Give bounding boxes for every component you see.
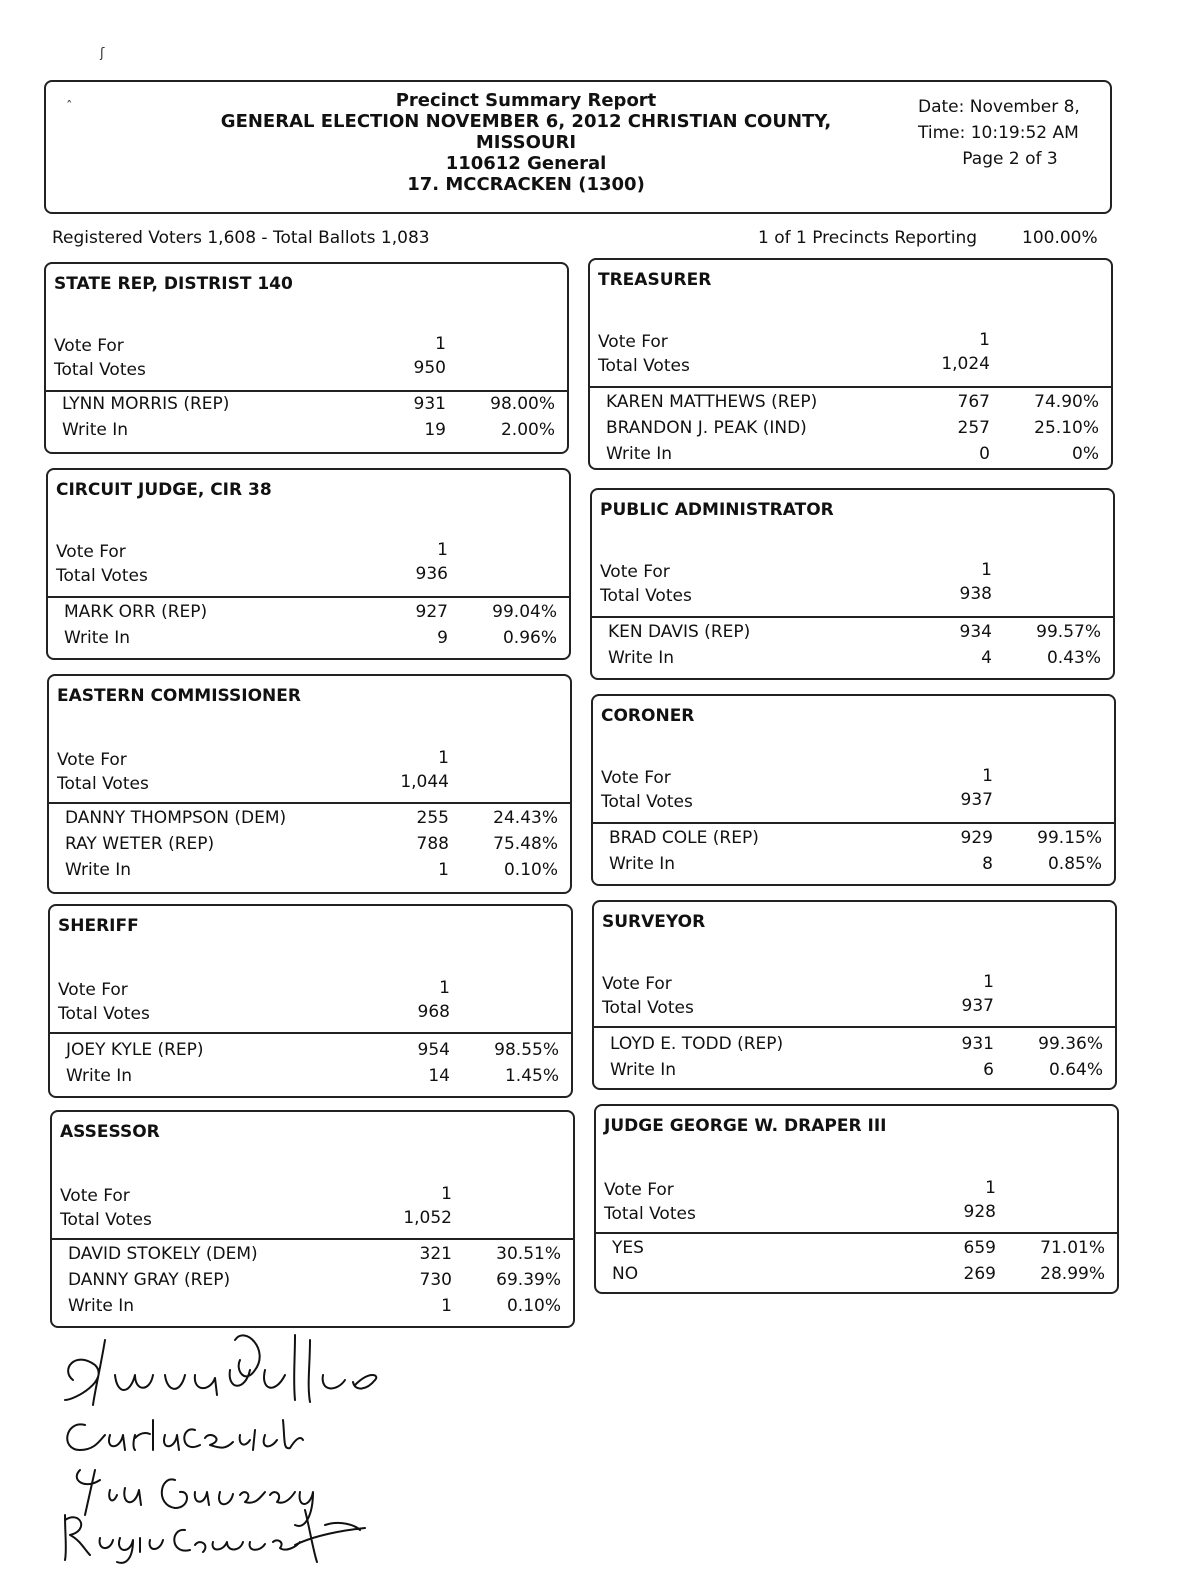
candidate-votes: 269 [963,1264,996,1284]
candidate-name: YES [612,1238,644,1258]
race-title: ASSESSOR [60,1122,160,1142]
race-box-surveyor [592,900,1117,1090]
candidate-percent: 75.48% [493,834,558,854]
results-divider [49,802,570,804]
vote-for-label: Vote For [600,562,670,582]
total-votes-label: Total Votes [58,1004,150,1024]
signature-4 [65,1510,365,1563]
candidate-name: Write In [64,628,131,648]
vote-for-label: Vote For [602,974,672,994]
precinct-name: 17. MCCRACKEN (1300) [407,174,645,195]
candidate-percent: 71.01% [1040,1238,1105,1258]
vote-for-block [57,750,562,798]
results-divider [593,822,1114,824]
vote-for-label: Vote For [58,980,128,1000]
candidate-votes: 954 [417,1040,450,1060]
signature-block [55,1330,395,1565]
total-votes-label: Total Votes [54,360,146,380]
total-votes-value: 937 [960,790,993,810]
candidate-name: LYNN MORRIS (REP) [62,394,230,414]
vote-for-block [598,332,1103,380]
candidate-name: Write In [66,1066,133,1086]
candidate-row [612,1264,1105,1290]
candidate-votes: 927 [415,602,448,622]
candidate-percent: 0.64% [1048,1060,1103,1080]
candidate-percent: 69.39% [496,1270,561,1290]
vote-for-label: Vote For [57,750,127,770]
race-box-sheriff [48,904,573,1098]
total-votes-value: 968 [417,1002,450,1022]
candidate-row [68,1270,561,1296]
vote-for-value: 1 [982,766,993,786]
total-votes-value: 950 [413,358,446,378]
results-divider [594,1026,1115,1028]
candidate-percent: 0.10% [506,1296,561,1316]
vote-for-block [601,768,1106,816]
vote-for-label: Vote For [604,1180,674,1200]
candidate-votes: 767 [957,392,990,412]
report-time: Time: 10:19:52 AM [918,123,1079,143]
candidate-name: Write In [608,648,675,668]
total-votes-label: Total Votes [601,792,693,812]
total-votes-label: Total Votes [60,1210,152,1230]
total-votes-label: Total Votes [598,356,690,376]
race-title: JUDGE GEORGE W. DRAPER III [604,1116,887,1136]
candidate-rows [609,828,1102,880]
candidate-row [606,418,1099,444]
candidate-votes: 255 [416,808,449,828]
vote-for-block [60,1186,565,1234]
election-line-2: MISSOURI [475,132,577,153]
candidate-votes: 257 [957,418,990,438]
results-divider [46,390,567,392]
vote-for-value: 1 [979,330,990,350]
candidate-name: Write In [609,854,676,874]
candidate-name: BRAD COLE (REP) [609,828,759,848]
signature-2 [67,1420,303,1450]
vote-for-block [600,562,1105,610]
race-box-eastern-commissioner [47,674,572,894]
report-header [44,80,1112,214]
report-title: Precinct Summary Report [395,90,657,111]
vote-for-value: 1 [438,748,449,768]
vote-for-value: 1 [439,978,450,998]
candidate-row [606,392,1099,418]
candidate-name: Write In [62,420,129,440]
vote-for-block [54,336,559,384]
candidate-percent: 24.43% [493,808,558,828]
candidate-row [68,1244,561,1270]
voters-summary: Registered Voters 1,608 - Total Ballots 1,083 [52,228,430,248]
race-title: CORONER [601,706,695,726]
candidate-rows [68,1244,561,1322]
vote-for-block [58,980,563,1028]
candidate-name: LOYD E. TODD (REP) [610,1034,784,1054]
candidate-name: JOEY KYLE (REP) [66,1040,204,1060]
race-box-treasurer [588,258,1113,470]
vote-for-label: Vote For [601,768,671,788]
candidate-percent: 25.10% [1034,418,1099,438]
vote-for-value: 1 [435,334,446,354]
candidate-row [609,828,1102,854]
total-votes-label: Total Votes [602,998,694,1018]
candidate-name: Write In [68,1296,135,1316]
candidate-votes: 1 [438,860,449,880]
candidate-votes: 19 [424,420,446,440]
candidate-name: DANNY THOMPSON (DEM) [65,808,287,828]
candidate-percent: 0.10% [503,860,558,880]
total-votes-value: 936 [415,564,448,584]
candidate-votes: 8 [982,854,993,874]
candidate-row [62,394,555,420]
candidate-row [612,1238,1105,1264]
candidate-percent: 99.36% [1038,1034,1103,1054]
race-box-circuit-judge-cir-38 [46,468,571,660]
candidate-percent: 0.96% [502,628,557,648]
results-divider [48,596,569,598]
candidate-name: RAY WETER (REP) [65,834,215,854]
candidate-percent: 99.57% [1036,622,1101,642]
race-title: CIRCUIT JUDGE, CIR 38 [56,480,272,500]
election-line-1: GENERAL ELECTION NOVEMBER 6, 2012 CHRISTIAN COUNTY, [220,111,832,132]
vote-for-value: 1 [437,540,448,560]
candidate-rows [66,1040,559,1092]
total-votes-value: 1,052 [403,1208,452,1228]
candidate-name: KAREN MATTHEWS (REP) [606,392,818,412]
total-votes-label: Total Votes [600,586,692,606]
race-title: SHERIFF [58,916,139,936]
candidate-row [66,1066,559,1092]
candidate-row [65,808,558,834]
candidate-votes: 6 [983,1060,994,1080]
candidate-rows [608,622,1101,674]
precincts-reporting: 1 of 1 Precincts Reporting [758,228,978,248]
candidate-votes: 934 [959,622,992,642]
candidate-votes: 730 [419,1270,452,1290]
total-votes-label: Total Votes [56,566,148,586]
candidate-row [608,648,1101,674]
candidate-row [65,860,558,886]
candidate-votes: 929 [960,828,993,848]
candidate-percent: 74.90% [1034,392,1099,412]
candidate-row [65,834,558,860]
candidate-percent: 2.00% [500,420,555,440]
candidate-rows [62,394,555,446]
reporting-percent: 100.00% [1022,228,1098,248]
candidate-row [606,444,1099,470]
candidate-votes: 0 [979,444,990,464]
vote-for-label: Vote For [56,542,126,562]
election-code: 110612 General [445,153,607,174]
vote-for-block [604,1180,1109,1228]
vote-for-value: 1 [441,1184,452,1204]
candidate-votes: 788 [416,834,449,854]
vote-for-value: 1 [985,1178,996,1198]
candidate-votes: 321 [419,1244,452,1264]
candidate-rows [64,602,557,654]
total-votes-value: 928 [963,1202,996,1222]
candidate-percent: 1.45% [504,1066,559,1086]
page-number: Page 2 of 3 [962,149,1058,169]
candidate-name: NO [612,1264,639,1284]
candidate-votes: 659 [963,1238,996,1258]
candidate-rows [612,1238,1105,1290]
vote-for-label: Vote For [54,336,124,356]
candidate-percent: 0% [1072,444,1099,464]
race-box-coroner [591,694,1116,886]
candidate-row [610,1034,1103,1060]
total-votes-value: 937 [961,996,994,1016]
candidate-percent: 0.85% [1047,854,1102,874]
candidate-votes: 4 [981,648,992,668]
vote-for-block [602,974,1107,1022]
candidate-name: Write In [610,1060,677,1080]
candidate-name: DANNY GRAY (REP) [68,1270,231,1290]
candidate-percent: 30.51% [496,1244,561,1264]
vote-for-label: Vote For [60,1186,130,1206]
candidate-name: Write In [606,444,673,464]
race-title: SURVEYOR [602,912,706,932]
candidate-name: KEN DAVIS (REP) [608,622,751,642]
candidate-percent: 99.04% [492,602,557,622]
results-divider [52,1238,573,1240]
signature-1 [65,1335,376,1405]
total-votes-value: 938 [959,584,992,604]
race-box-assessor [50,1110,575,1328]
report-date: Date: November 8, [918,97,1080,117]
stray-mark-top: ʃ [100,46,105,61]
race-title: TREASURER [598,270,712,290]
candidate-name: MARK ORR (REP) [64,602,208,622]
candidate-name: Write In [65,860,132,880]
candidate-percent: 98.55% [494,1040,559,1060]
candidate-votes: 931 [961,1034,994,1054]
race-box-judge-george-w-draper-iii [594,1104,1119,1294]
candidate-rows [610,1034,1103,1086]
race-title: PUBLIC ADMINISTRATOR [600,500,834,520]
vote-for-block [56,542,561,590]
vote-for-value: 1 [983,972,994,992]
total-votes-value: 1,044 [400,772,449,792]
race-title: STATE REP, DISTRIST 140 [54,274,293,294]
results-divider [590,386,1111,388]
candidate-row [64,628,557,654]
candidate-row [68,1296,561,1322]
stray-mark-header: ˆ [66,100,73,115]
candidate-name: BRANDON J. PEAK (IND) [606,418,807,438]
race-box-public-administrator [590,488,1115,680]
candidate-percent: 28.99% [1040,1264,1105,1284]
candidate-votes: 14 [428,1066,450,1086]
total-votes-label: Total Votes [57,774,149,794]
candidate-row [66,1040,559,1066]
candidate-votes: 9 [437,628,448,648]
candidate-row [62,420,555,446]
candidate-percent: 98.00% [490,394,555,414]
candidate-row [64,602,557,628]
total-votes-label: Total Votes [604,1204,696,1224]
race-box-state-rep-distrist-140 [44,262,569,454]
candidate-name: DAVID STOKELY (DEM) [68,1244,258,1264]
total-votes-value: 1,024 [941,354,990,374]
signature-3 [77,1470,313,1526]
vote-for-value: 1 [981,560,992,580]
results-divider [592,616,1113,618]
vote-for-label: Vote For [598,332,668,352]
results-divider [596,1232,1117,1234]
race-title: EASTERN COMMISSIONER [57,686,301,706]
candidate-row [610,1060,1103,1086]
candidate-percent: 99.15% [1037,828,1102,848]
candidate-rows [65,808,558,886]
candidate-votes: 1 [441,1296,452,1316]
results-divider [50,1032,571,1034]
candidate-row [608,622,1101,648]
candidate-votes: 931 [413,394,446,414]
candidate-rows [606,392,1099,470]
candidate-row [609,854,1102,880]
candidate-percent: 0.43% [1046,648,1101,668]
